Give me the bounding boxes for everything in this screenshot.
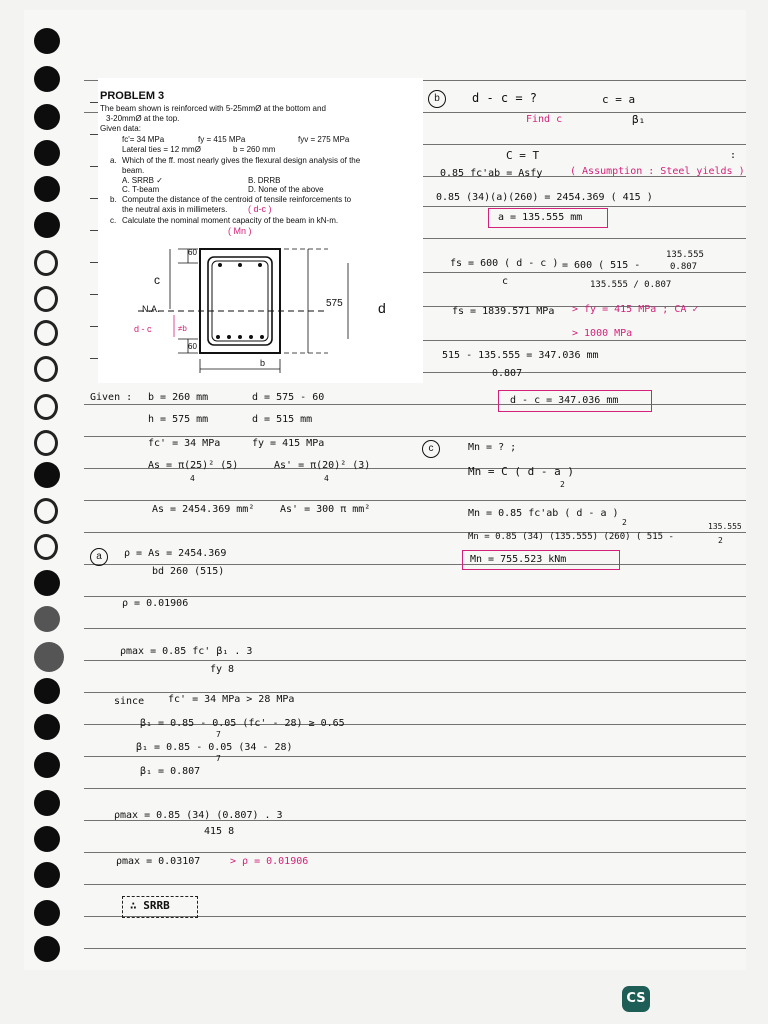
part-c-question: Mn = ? ; bbox=[468, 442, 517, 453]
part-a-beta-den1: 7 bbox=[216, 730, 221, 739]
part-c-mn-sub1: Mn = 0.85 fc'ab ( d - a ) bbox=[468, 508, 619, 519]
ruled-line bbox=[394, 372, 746, 373]
given-fy-value: fy = 415 MPa bbox=[252, 438, 325, 449]
part-b-fs-den: c bbox=[502, 276, 509, 287]
choice-b: B. DRRB bbox=[248, 176, 281, 185]
ruled-line bbox=[84, 884, 746, 885]
given-fyv: fyv = 275 MPa bbox=[298, 135, 350, 144]
binding-hole bbox=[34, 498, 58, 524]
binding-hole bbox=[34, 606, 60, 632]
part-b-eq1: 0.85 fc'ab = Asfy bbox=[440, 168, 543, 179]
given-asp-expr: As' = π(20)² (3) bbox=[274, 460, 371, 471]
part-b-fs-tail: 135.555 / 0.807 bbox=[590, 280, 672, 290]
camscanner-logo: CS bbox=[622, 986, 650, 1012]
part-b-fs-compare: > fy = 415 MPa ; CA ✓ bbox=[572, 304, 699, 315]
question-b-text: the neutral axis in millimeters. bbox=[122, 205, 228, 214]
given-d-value: d = 515 mm bbox=[252, 414, 313, 425]
part-c-mn-sub2: Mn = 0.85 (34) (135.555) (260) ( 515 - bbox=[468, 532, 674, 542]
margin-tick bbox=[90, 230, 98, 231]
margin-tick bbox=[90, 262, 98, 263]
margin-tick bbox=[90, 198, 98, 199]
ruled-line bbox=[84, 596, 746, 597]
part-a-since-expr: fc' = 34 MPa > 28 MPa bbox=[168, 694, 295, 705]
part-b-fs-lhs: fs = 600 ( d - c ) bbox=[450, 258, 559, 269]
figure-h-label: 575 bbox=[326, 298, 343, 309]
notebook-page bbox=[24, 10, 746, 970]
question-a-text: Which of the ff. most nearly gives the flexural design analysis of the bbox=[122, 156, 361, 165]
figure-b-label: b bbox=[260, 358, 266, 368]
given-as-value: As = 2454.369 mm² bbox=[152, 504, 255, 515]
binding-hole bbox=[34, 140, 60, 166]
part-b-fs-frac-num: 135.555 bbox=[666, 250, 704, 260]
part-b-c-eq: c = a bbox=[602, 93, 636, 106]
given-asp-den: 4 bbox=[324, 474, 329, 483]
figure-dim-bottom: 60 bbox=[188, 342, 197, 351]
ruled-line bbox=[84, 852, 746, 853]
binding-hole bbox=[34, 176, 60, 202]
problem-statement-line: 3-20mmØ at the top. bbox=[106, 114, 180, 123]
ruled-line bbox=[84, 436, 746, 437]
part-c-mn-eq: Mn = C ( d - a ) bbox=[468, 465, 574, 478]
given-b-value: b = 260 mm bbox=[148, 392, 209, 403]
margin-tick bbox=[90, 294, 98, 295]
figure-hatch-label: ≠b bbox=[178, 324, 187, 333]
binding-hole bbox=[34, 28, 60, 54]
margin-tick bbox=[90, 358, 98, 359]
part-c-marker: c bbox=[422, 440, 440, 458]
given-h-value: h = 575 mm bbox=[148, 414, 209, 425]
part-b-question: d - c = ? bbox=[472, 91, 538, 105]
part-c-mn-value: Mn = 755.523 kNm bbox=[470, 554, 567, 565]
ruled-line bbox=[84, 660, 746, 661]
question-c-note: ( Mn ) bbox=[228, 226, 252, 236]
ruled-line bbox=[394, 206, 746, 207]
given-fy: fy = 415 MPa bbox=[198, 135, 246, 144]
part-b-c-den: β₁ bbox=[632, 113, 646, 126]
binding-hole bbox=[34, 936, 60, 962]
part-a-rho-value: ρ = 0.01906 bbox=[122, 598, 189, 609]
binding-hole bbox=[34, 250, 58, 276]
ruled-line bbox=[84, 500, 746, 501]
part-b-eq2: 0.85 (34)(a)(260) = 2454.369 ( 415 ) bbox=[436, 192, 653, 203]
printed-problem bbox=[98, 78, 423, 383]
given-label: Given : bbox=[90, 392, 133, 403]
question-c-letter: c. bbox=[110, 216, 117, 225]
question-b-letter: b. bbox=[110, 195, 117, 204]
given-as-den: 4 bbox=[190, 474, 195, 483]
question-c-text: Calculate the nominal moment capacity of the beam in kN-m. bbox=[122, 216, 339, 225]
ruled-line bbox=[394, 144, 746, 145]
part-c-mn-sub2-frac: 135.555 bbox=[708, 522, 742, 531]
figure-dim-top: 60 bbox=[188, 248, 197, 257]
part-b-dc-den: 0.807 bbox=[492, 368, 523, 379]
ruled-line bbox=[84, 692, 746, 693]
part-a-beta-value: β₁ = 0.807 bbox=[140, 766, 201, 777]
part-a-rhomax-den: fy 8 bbox=[210, 664, 235, 675]
ruled-line bbox=[84, 628, 746, 629]
part-b-fs-rhs: = 600 ( 515 - bbox=[562, 260, 641, 271]
part-a-marker: a bbox=[90, 548, 108, 566]
part-a-rhomax-compare: > ρ = 0.01906 bbox=[230, 856, 309, 867]
binding-hole bbox=[34, 534, 58, 560]
given-b: b = 260 mm bbox=[233, 145, 276, 154]
part-b-dc-expr: 515 - 135.555 = 347.036 mm bbox=[442, 350, 599, 361]
part-a-rhomax-sub-den: 415 8 bbox=[204, 826, 235, 837]
part-b-c-equals-t: C = T bbox=[506, 149, 540, 162]
binding-hole bbox=[34, 212, 60, 238]
part-a-rhomax-value: ρmax = 0.03107 bbox=[116, 856, 201, 867]
given-d-expr: d = 575 - 60 bbox=[252, 392, 325, 403]
choice-d: D. None of the above bbox=[248, 185, 324, 194]
binding-hole bbox=[34, 462, 60, 488]
binding-hole bbox=[34, 104, 60, 130]
question-a-letter: a. bbox=[110, 156, 117, 165]
part-b-fs-frac-den: 0.807 bbox=[670, 262, 698, 272]
problem-statement-line: The beam shown is reinforced with 5-25mmØ at the bottom and bbox=[100, 104, 326, 113]
part-b-marker: b bbox=[428, 90, 446, 108]
problem-title: PROBLEM 3 bbox=[100, 90, 165, 102]
given-data-label: Given data: bbox=[100, 124, 141, 133]
part-a-conclusion: ∴ SRRB bbox=[130, 899, 170, 912]
question-a-text: beam. bbox=[122, 166, 145, 175]
ruled-line bbox=[394, 340, 746, 341]
binding-hole bbox=[34, 320, 58, 346]
part-c-mn-eq-den: 2 bbox=[560, 480, 565, 489]
part-b-fs-value: fs = 1839.571 MPa bbox=[452, 306, 555, 317]
part-c-mn-sub1-den: 2 bbox=[622, 518, 627, 527]
part-b-colon: : bbox=[730, 150, 737, 161]
part-b-fs-compare-2: > 1000 MPa bbox=[572, 328, 633, 339]
figure-na-label: N.A. bbox=[142, 304, 160, 314]
binding-hole bbox=[34, 714, 60, 740]
margin-tick bbox=[90, 134, 98, 135]
ruled-line bbox=[394, 238, 746, 239]
question-b-note: ( d-c ) bbox=[248, 204, 272, 214]
part-a-rhomax-num: ρmax = 0.85 fc' β₁ . 3 bbox=[120, 646, 253, 657]
binding-hole bbox=[34, 826, 60, 852]
part-b-assumption: ( Assumption : Steel yields ) bbox=[570, 166, 745, 177]
binding-hole bbox=[34, 430, 58, 456]
figure-c-label: c bbox=[154, 273, 160, 287]
margin-tick bbox=[90, 326, 98, 327]
binding-hole bbox=[34, 678, 60, 704]
part-b-find-c: Find c bbox=[526, 114, 563, 125]
figure-dc-label: d - c bbox=[134, 324, 152, 334]
part-c-mn-sub2-den: 2 bbox=[718, 536, 723, 545]
part-a-rhomax-sub: ρmax = 0.85 (34) (0.807) . 3 bbox=[114, 810, 283, 821]
margin-tick bbox=[90, 102, 98, 103]
choice-c: C. T-beam bbox=[122, 185, 160, 194]
binding-hole bbox=[34, 394, 58, 420]
part-b-a-value: a = 135.555 mm bbox=[498, 212, 583, 223]
given-asp-value: As' = 300 π mm² bbox=[280, 504, 371, 515]
binding-hole bbox=[34, 570, 60, 596]
binding-hole bbox=[34, 790, 60, 816]
binding-hole bbox=[34, 900, 60, 926]
ruled-line bbox=[84, 948, 746, 949]
part-a-rho-num: ρ = As = 2454.369 bbox=[124, 548, 227, 559]
part-a-beta-line2: β₁ = 0.85 - 0.05 (34 - 28) bbox=[136, 742, 293, 753]
binding-hole bbox=[34, 862, 60, 888]
part-a-beta-den2: 7 bbox=[216, 754, 221, 763]
choice-a: A. SRRB ✓ bbox=[122, 176, 163, 185]
binding-hole bbox=[34, 66, 60, 92]
part-b-dc-value: d - c = 347.036 mm bbox=[510, 395, 619, 406]
ruled-line bbox=[84, 788, 746, 789]
margin-tick bbox=[90, 166, 98, 167]
binding-hole bbox=[34, 642, 64, 672]
given-as-expr: As = π(25)² (5) bbox=[148, 460, 239, 471]
part-a-rho-den: bd 260 (515) bbox=[152, 566, 225, 577]
figure-d-label: d bbox=[378, 300, 386, 316]
binding-hole bbox=[34, 356, 58, 382]
given-fc-value: fc' = 34 MPa bbox=[148, 438, 221, 449]
question-b-text: Compute the distance of the centroid of tensile reinforcements to bbox=[122, 195, 352, 204]
part-a-since: since bbox=[114, 696, 145, 707]
binding-hole bbox=[34, 752, 60, 778]
given-fc: fc'= 34 MPa bbox=[122, 135, 165, 144]
ruled-line bbox=[84, 564, 746, 565]
part-a-beta-line1: β₁ = 0.85 - 0.05 (fc' - 28) ≥ 0.65 bbox=[140, 718, 345, 729]
given-ties: Lateral ties = 12 mmØ bbox=[122, 145, 201, 154]
ruled-line bbox=[84, 756, 746, 757]
binding-hole bbox=[34, 286, 58, 312]
